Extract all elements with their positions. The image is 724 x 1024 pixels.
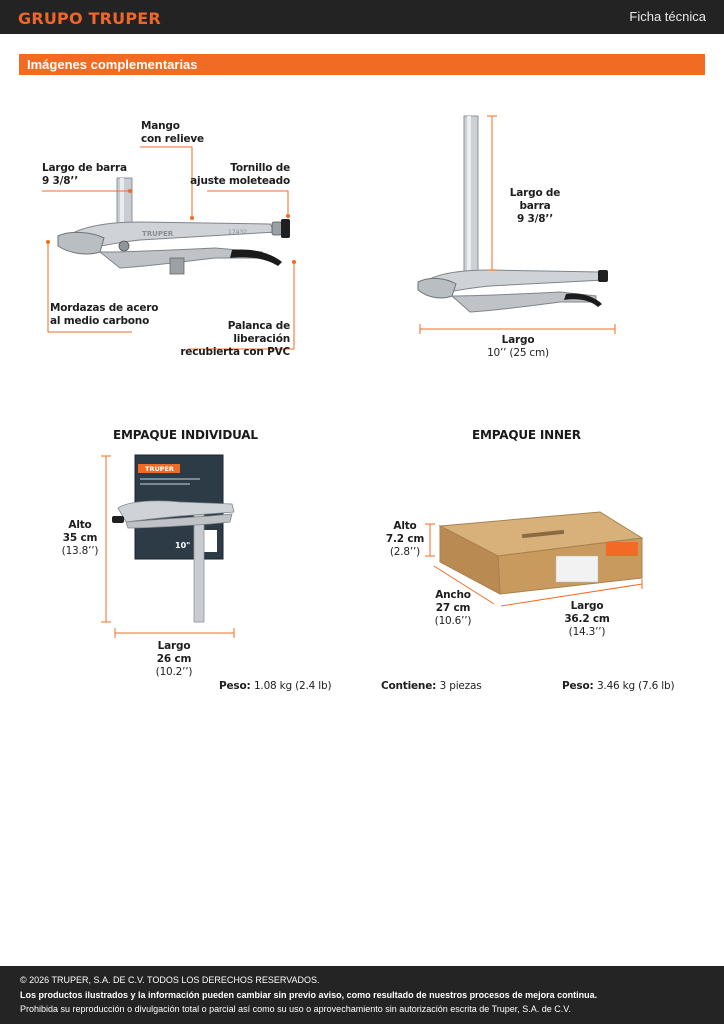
label-inner-peso: Peso: 3.46 kg (7.6 lb) (562, 680, 675, 692)
footer-notice: Los productos ilustrados y la información pueden cambiar sin previo aviso, como resultado de nuestros procesos de mejora continua. (20, 990, 598, 1000)
label-mordazas: Mordazas de acero al medio carbono (50, 302, 159, 327)
label-mango: Mango con relieve (141, 120, 204, 145)
footer-prohibition: Prohibida su reproducción o divulgación total o parcial así como su uso o aprovechamiento sin autorización escrita de Truper, S.A. de C.V. (20, 1004, 571, 1014)
card-size-text: 10" (175, 541, 191, 550)
label-dim-largo: Largo 10’’ (25 cm) (487, 334, 549, 359)
document-type: Ficha técnica (629, 9, 706, 24)
label-tornillo: Tornillo de ajuste moleteado (190, 162, 290, 187)
card-brand-text: TRUPER (145, 465, 174, 473)
label-ind-alto: Alto 35 cm (13.8’’) (61, 519, 99, 557)
heading-empaque-individual: EMPAQUE INDIVIDUAL (113, 428, 258, 442)
label-inner-ancho: Ancho 27 cm (10.6’’) (434, 589, 472, 627)
label-ind-largo: Largo 26 cm (10.2’’) (155, 640, 193, 678)
label-ind-peso: Peso: 1.08 kg (2.4 lb) (219, 680, 332, 692)
heading-empaque-inner: EMPAQUE INNER (472, 428, 581, 442)
brand-logo: GRUPO TRUPER (18, 9, 161, 28)
section-header (19, 54, 705, 75)
label-dim-barra: Largo de barra 9 3/8’’ (509, 187, 561, 225)
individual-package-illustration (95, 450, 245, 640)
label-inner-alto: Alto 7.2 cm (2.8’’) (385, 520, 425, 558)
footer (0, 966, 724, 1024)
label-inner-largo: Largo 36.2 cm (14.3’’) (564, 600, 610, 638)
top-bar (0, 0, 724, 34)
footer-copyright: © 2026 TRUPER, S.A. DE C.V. TODOS LOS DERECHOS RESERVADOS. (20, 975, 320, 985)
plier-mark-text: TRUPER (142, 230, 174, 238)
label-palanca: Palanca de liberación recubierta con PVC (180, 320, 290, 358)
section-title: Imágenes complementarias (27, 57, 198, 72)
label-largo-barra: Largo de barra 9 3/8’’ (42, 162, 127, 187)
plier-code-text: 17432 (228, 229, 248, 236)
label-inner-contiene: Contiene: 3 piezas (381, 680, 482, 692)
